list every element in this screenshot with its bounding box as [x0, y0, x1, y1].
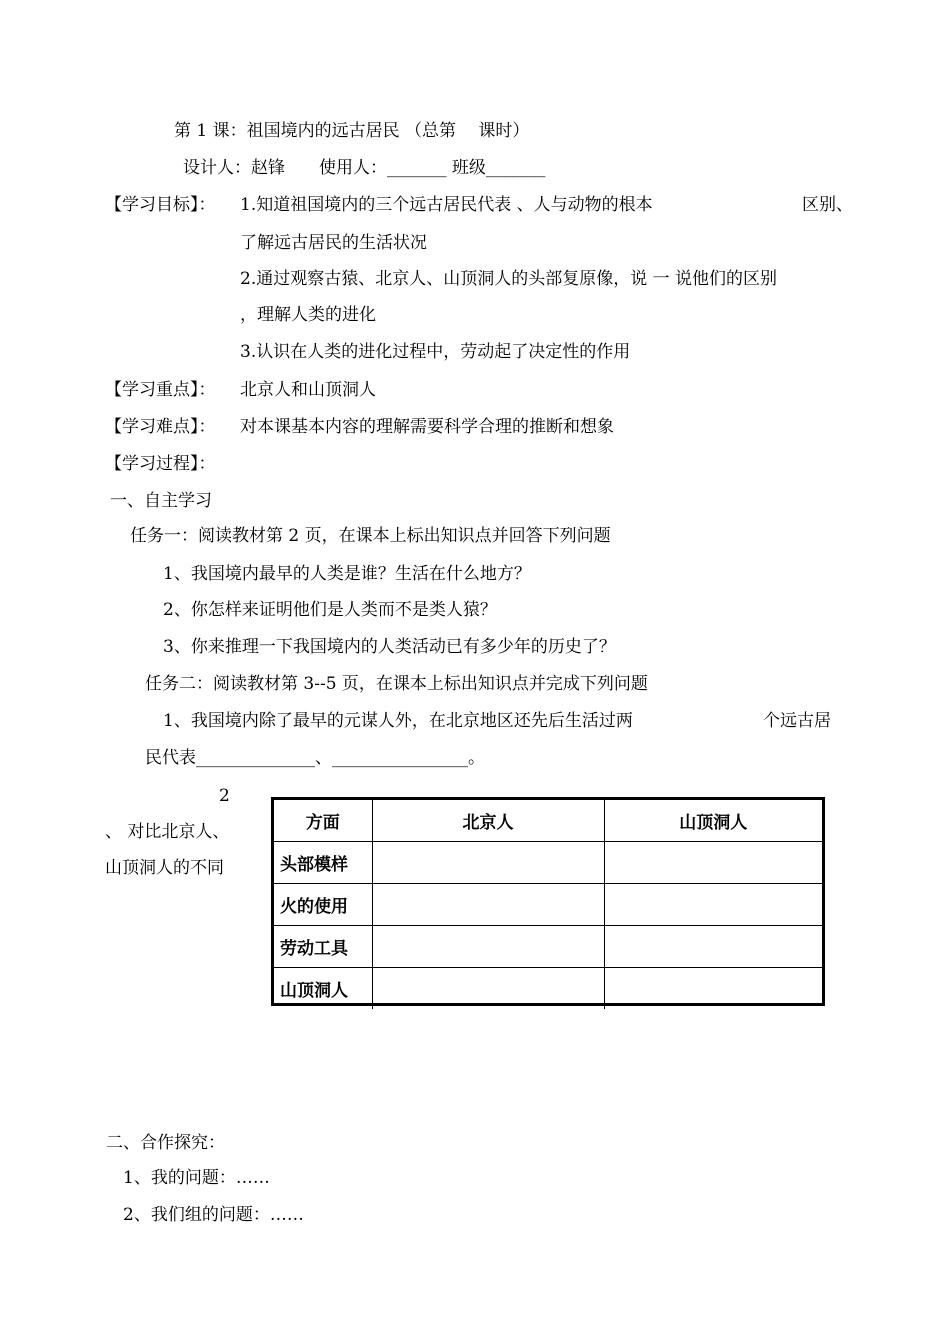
- table-row: [274, 884, 822, 926]
- table-row: [274, 968, 822, 1010]
- task-2-question-2-text: 、 对比北京人、: [105, 822, 230, 842]
- key-point-label: 【学习重点】：: [105, 380, 216, 400]
- table-row: [274, 842, 822, 884]
- table-row-label: 火的使用: [274, 884, 372, 926]
- table-row-label: 山顶洞人: [274, 968, 372, 1010]
- table-cell: [604, 926, 822, 968]
- table-header-cell: 方面: [274, 800, 372, 842]
- goal-1-text: 1.知道祖国境内的三个远古居民代表 、人与动物的根本: [240, 195, 653, 215]
- table-row: [274, 926, 822, 968]
- goal-3-text: 3.认识在人类的进化过程中，劳动起了决定性的作用: [240, 342, 631, 362]
- task-1-question-2: 2、你怎样来证明他们是人类而不是类人猿？: [163, 600, 497, 620]
- table-cell: [604, 842, 822, 884]
- task-2-question-2-number: 2: [219, 786, 230, 806]
- task-2-question-2-text-cont: 山顶洞人的不同: [105, 858, 224, 878]
- section-2-item-1: 1、我的问题：……: [123, 1168, 270, 1188]
- task-2-question-1: 1、我国境内除了最早的元谋人外，在北京地区还先后生活过两: [163, 711, 633, 731]
- task-1-question-1: 1、我国境内最早的人类是谁？生活在什么地方？: [163, 564, 531, 584]
- goal-1-text-cont: 了解远古居民的生活状况: [240, 233, 427, 253]
- section-2-heading: 二、合作探究：: [106, 1133, 225, 1153]
- goals-label: 【学习目标】：: [105, 195, 216, 215]
- comparison-table: [271, 797, 825, 1006]
- task-1-question-3: 3、你来推理一下我国境内的人类活动已有多少年的历史了？: [163, 637, 616, 657]
- key-point-text: 北京人和山顶洞人: [240, 380, 376, 400]
- process-label: 【学习过程】：: [105, 454, 216, 474]
- task-1-text: 任务一：阅读教材第 2 页，在课本上标出知识点并回答下列问题: [130, 526, 611, 546]
- designer-line: 设计人：赵锋 使用人：_______ 班级_______: [183, 158, 546, 178]
- table-cell: [372, 842, 604, 884]
- section-1-heading: 一、自主学习: [110, 491, 212, 511]
- table-cell: [604, 968, 822, 1010]
- lesson-title: 第 1 课：祖国境内的远古居民 （总第 课时）: [174, 121, 530, 141]
- table-header-cell: 北京人: [372, 800, 604, 842]
- table-cell: [372, 968, 604, 1010]
- task-2-text: 任务二：阅读教材第 3--5 页，在课本上标出知识点并完成下列问题: [145, 674, 648, 694]
- table-cell: [372, 926, 604, 968]
- table-row-label: 劳动工具: [274, 926, 372, 968]
- goal-2-text-cont: ，理解人类的进化: [240, 305, 376, 325]
- difficulty-text: 对本课基本内容的理解需要科学合理的推断和想象: [240, 417, 614, 437]
- task-2-question-1-blanks: 民代表______________、________________。: [145, 748, 485, 768]
- task-2-question-1-end: 个远古居: [763, 711, 831, 731]
- goal-2-text: 2.通过观察古猿、北京人、山顶洞人的头部复原像，说 一 说他们的区别: [240, 269, 778, 289]
- table-header-cell: 山顶洞人: [604, 800, 822, 842]
- difficulty-label: 【学习难点】：: [105, 417, 216, 437]
- goal-1-text-end: 区别、: [802, 195, 853, 215]
- table-header-row: [274, 800, 822, 842]
- section-2-item-2: 2、我们组的问题：……: [123, 1205, 304, 1225]
- table-cell: [604, 884, 822, 926]
- table-row-label: 头部模样: [274, 842, 372, 884]
- table-cell: [372, 884, 604, 926]
